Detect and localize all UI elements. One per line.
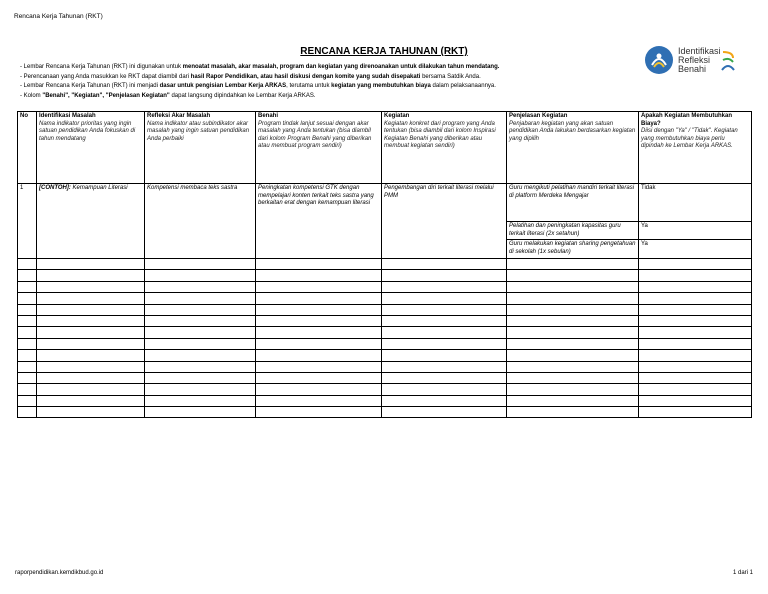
empty-cell bbox=[18, 327, 37, 338]
empty-cell bbox=[37, 281, 145, 292]
empty-cell bbox=[507, 372, 639, 383]
empty-cell bbox=[507, 293, 639, 304]
empty-row bbox=[18, 407, 752, 418]
empty-cell bbox=[507, 327, 639, 338]
table-header-row bbox=[18, 112, 752, 184]
empty-cell bbox=[37, 270, 145, 281]
empty-cell bbox=[382, 270, 507, 281]
empty-cell bbox=[507, 407, 639, 418]
empty-cell bbox=[145, 350, 256, 361]
empty-cell bbox=[18, 350, 37, 361]
empty-cell bbox=[37, 293, 145, 304]
empty-cell bbox=[145, 270, 256, 281]
rapor-logo bbox=[644, 45, 736, 79]
empty-row bbox=[18, 281, 752, 292]
empty-cell bbox=[382, 315, 507, 326]
empty-row bbox=[18, 327, 752, 338]
empty-cell bbox=[639, 259, 752, 270]
empty-cell bbox=[382, 259, 507, 270]
empty-cell bbox=[256, 372, 382, 383]
empty-cell bbox=[145, 361, 256, 372]
empty-cell bbox=[382, 395, 507, 406]
empty-cell bbox=[507, 395, 639, 406]
empty-cell bbox=[639, 395, 752, 406]
empty-cell bbox=[256, 304, 382, 315]
empty-cell bbox=[37, 259, 145, 270]
empty-cell bbox=[639, 350, 752, 361]
empty-cell bbox=[507, 384, 639, 395]
document-header-title: Rencana Kerja Tahunan (RKT) bbox=[14, 13, 103, 20]
example-akar: Kompetensi membaca teks sastra bbox=[145, 184, 256, 259]
empty-cell bbox=[37, 372, 145, 383]
empty-cell bbox=[37, 350, 145, 361]
empty-cell bbox=[639, 270, 752, 281]
empty-cell bbox=[256, 259, 382, 270]
empty-row bbox=[18, 304, 752, 315]
empty-cell bbox=[18, 361, 37, 372]
empty-row bbox=[18, 293, 752, 304]
empty-cell bbox=[382, 327, 507, 338]
empty-cell bbox=[256, 361, 382, 372]
empty-cell bbox=[256, 327, 382, 338]
example-penjelasan: Guru mengikuti pelatihan mandiri terkait literasi di platform Merdeka Mengajar bbox=[507, 184, 639, 222]
empty-cell bbox=[37, 384, 145, 395]
empty-cell bbox=[145, 338, 256, 349]
empty-cell bbox=[382, 281, 507, 292]
empty-cell bbox=[639, 407, 752, 418]
empty-cell bbox=[145, 327, 256, 338]
empty-cell bbox=[256, 338, 382, 349]
empty-cell bbox=[507, 259, 639, 270]
instructions bbox=[20, 63, 620, 101]
empty-cell bbox=[507, 350, 639, 361]
footer-url: raporpendidikan.kemdikbud.go.id bbox=[15, 570, 104, 576]
empty-cell bbox=[382, 338, 507, 349]
col-no: No bbox=[18, 112, 37, 184]
example-penjelasan: Pelatihan dan peningkatan kapasitas guru terkait literasi (2x setahun) bbox=[507, 222, 639, 240]
empty-row bbox=[18, 395, 752, 406]
empty-cell bbox=[382, 384, 507, 395]
empty-row bbox=[18, 259, 752, 270]
note-2: - Perencanaan yang Anda masukkan ke RKT dapat diambil dari hasil Rapor Pendidikan, atau hasil diskusi dengan komite yang sudah disepakati bersama Satdik Anda. bbox=[20, 73, 481, 80]
col-biaya: Apakah Kegiatan Membutuhkan Biaya? Diisi dengan "Ya" / "Tidak". Kegiatan yang membutuhkan biaya perlu dipindah ke Lembar Kerja ARKAS. bbox=[639, 112, 752, 184]
empty-cell bbox=[507, 270, 639, 281]
empty-cell bbox=[37, 395, 145, 406]
empty-cell bbox=[639, 293, 752, 304]
empty-cell bbox=[37, 315, 145, 326]
empty-cell bbox=[37, 304, 145, 315]
logo-swirl-icon bbox=[720, 49, 736, 71]
empty-cell bbox=[382, 293, 507, 304]
logo-text: Identifikasi Refleksi Benahi bbox=[678, 46, 721, 74]
empty-cell bbox=[145, 315, 256, 326]
empty-cell bbox=[639, 338, 752, 349]
empty-cell bbox=[18, 315, 37, 326]
empty-cell bbox=[382, 407, 507, 418]
page-title: RENCANA KERJA TAHUNAN (RKT) bbox=[300, 46, 468, 57]
empty-cell bbox=[18, 372, 37, 383]
empty-cell bbox=[37, 407, 145, 418]
empty-cell bbox=[382, 304, 507, 315]
example-penjelasan: Guru melakukan kegiatan sharing pengetahuan di sekolah (1x sebulan) bbox=[507, 240, 639, 259]
page-number: 1 dari 1 bbox=[732, 570, 753, 576]
empty-cell bbox=[507, 304, 639, 315]
empty-cell bbox=[18, 304, 37, 315]
empty-cell bbox=[145, 293, 256, 304]
empty-cell bbox=[639, 361, 752, 372]
empty-row bbox=[18, 338, 752, 349]
empty-cell bbox=[18, 395, 37, 406]
logo-emblem-icon bbox=[644, 45, 674, 75]
empty-row bbox=[18, 315, 752, 326]
empty-cell bbox=[382, 350, 507, 361]
empty-cell bbox=[18, 281, 37, 292]
note-1: - Lembar Rencana Kerja Tahunan (RKT) ini digunakan untuk menoatat masalah, akar masalah, program dan kegiatan yang direnoanakan untuk dilakukan tahun mendatang. bbox=[20, 64, 500, 70]
empty-cell bbox=[18, 293, 37, 304]
empty-cell bbox=[639, 372, 752, 383]
col-penjelasan-kegiatan: Penjelasan Kegiatan Penjabaran kegiatan yang akan satuan pendidikan Anda lakukan berdasarkan kegiatan yang dipilih bbox=[507, 112, 639, 184]
empty-cell bbox=[256, 315, 382, 326]
empty-cell bbox=[256, 395, 382, 406]
empty-cell bbox=[256, 407, 382, 418]
empty-cell bbox=[382, 372, 507, 383]
example-masalah: [CONTOH]: Kemampuan Literasi bbox=[37, 184, 145, 259]
col-benahi: Benahi Program tindak lanjut sesuai dengan akar masalah yang Anda tentukan (bisa diambil dari kolom Program Benahi yang diberikan atau membuat program sendiri) bbox=[256, 112, 382, 184]
empty-cell bbox=[145, 384, 256, 395]
empty-cell bbox=[145, 281, 256, 292]
empty-cell bbox=[18, 407, 37, 418]
example-biaya: Ya bbox=[639, 240, 752, 259]
empty-row bbox=[18, 384, 752, 395]
empty-cell bbox=[382, 361, 507, 372]
example-biaya: Ya bbox=[639, 222, 752, 240]
example-benahi: Peningkatan kompetensi GTK dengan mempelajari konten terkait teks sastra yang berkaitan erat dengan kemampuan literasi bbox=[256, 184, 382, 259]
example-kegiatan: Pengembangan diri terkait literasi melalui PMM bbox=[382, 184, 507, 259]
col-identifikasi-masalah: Identifikasi Masalah Nama indikator prioritas yang ingin satuan pendidikan Anda fokuskan di tahun mendatang bbox=[37, 112, 145, 184]
empty-cell bbox=[639, 327, 752, 338]
empty-cell bbox=[18, 384, 37, 395]
note-3: - Lembar Rencana Kerja Tahunan (RKT) ini menjadi dasar untuk pengisian Lembar Kerja ARKAS, terutama untuk kegiatan yang membutuhkan biaya dalam pelaksanaannya. bbox=[20, 83, 496, 89]
empty-cell bbox=[256, 281, 382, 292]
example-row bbox=[18, 184, 752, 222]
empty-row bbox=[18, 270, 752, 281]
col-refleksi-akar-masalah: Refleksi Akar Masalah Nama indikator atau subindikator akar masalah yang ingin satuan pendidikan Anda perbaiki bbox=[145, 112, 256, 184]
empty-cell bbox=[145, 372, 256, 383]
empty-cell bbox=[37, 338, 145, 349]
empty-cell bbox=[639, 384, 752, 395]
empty-cell bbox=[256, 384, 382, 395]
empty-cell bbox=[37, 361, 145, 372]
col-kegiatan: Kegiatan Kegiatan konkret dari program yang Anda tentukan (bisa diambil dari kolom Inspirasi Kegiatan Benahi yang diberikan atau membuat kegiatan sendiri) bbox=[382, 112, 507, 184]
empty-cell bbox=[18, 270, 37, 281]
example-no: 1 bbox=[18, 184, 37, 259]
empty-row bbox=[18, 372, 752, 383]
empty-cell bbox=[18, 338, 37, 349]
empty-cell bbox=[37, 327, 145, 338]
empty-cell bbox=[256, 350, 382, 361]
empty-cell bbox=[145, 259, 256, 270]
empty-cell bbox=[639, 281, 752, 292]
empty-cell bbox=[507, 315, 639, 326]
empty-cell bbox=[145, 304, 256, 315]
empty-cell bbox=[507, 361, 639, 372]
empty-cell bbox=[145, 395, 256, 406]
empty-cell bbox=[639, 304, 752, 315]
empty-cell bbox=[507, 338, 639, 349]
note-4: - Kolom "Benahi", "Kegiatan", "Penjelasan Kegiatan" dapat langsung dipindahkan ke Lembar Kerja ARKAS. bbox=[20, 92, 316, 99]
empty-row bbox=[18, 361, 752, 372]
empty-cell bbox=[256, 293, 382, 304]
empty-cell bbox=[18, 259, 37, 270]
empty-cell bbox=[507, 281, 639, 292]
empty-cell bbox=[256, 270, 382, 281]
empty-row bbox=[18, 350, 752, 361]
empty-cell bbox=[639, 315, 752, 326]
rkt-table bbox=[17, 111, 752, 418]
example-biaya: Tidak bbox=[639, 184, 752, 222]
empty-cell bbox=[145, 407, 256, 418]
